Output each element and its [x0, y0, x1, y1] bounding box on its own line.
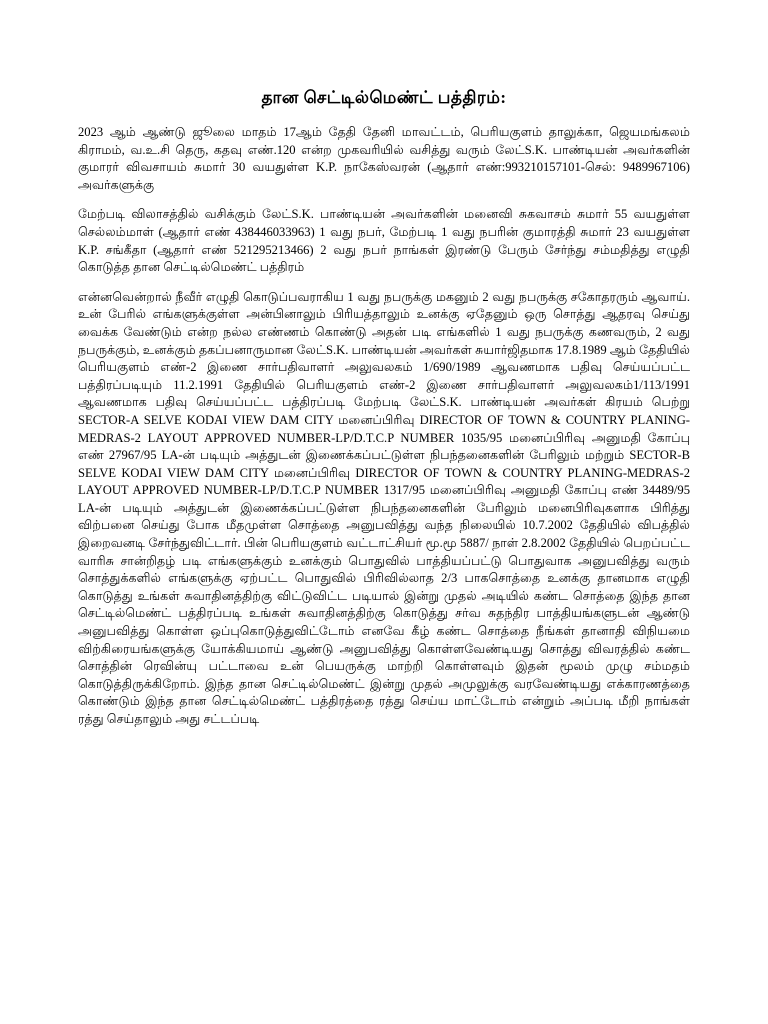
- paragraph-recipient: 2023 ஆம் ஆண்டு ஜூலை மாதம் 17ஆம் தேதி தேனி மாவட்டம், பெரியகுளம் தாலுக்கா, ஜெயமங்கலம் கிராமம், வ.உ.சி தெரு, கதவு எண்.120 என்ற முகவரியில் வசித்து வரும் லேட்S.K. பாண்டியன் அவர்களின் குமாரர் விவசாயம் சுமார் 30 வயதுள்ள K.P. நாகேஸ்வரன் (ஆதார் எண்:993210157101-செல்: 9489967106) அவர்களுக்கு: [78, 125, 690, 192]
- document-page: [78, 88, 690, 741]
- document-title: தான செட்டில்மெண்ட் பத்திரம்:: [261, 88, 507, 107]
- paragraph-executants: மேற்படி விலாசத்தில் வசிக்கும் லேட்S.K. பாண்டியன் அவர்களின் மனைவி சுகவாசம் சுமார் 55 வயதுள்ள செல்லம்மாள் (ஆதார் எண் 438446033963) 1 வது நபர், மேற்படி 1 வது நபரின் குமாரத்தி சுமார் 23 வயதுள்ள K.P. சங்கீதா (ஆதார் எண் 521295213466) 2 வது நபர் நாங்கள் இரண்டு பேரும் சேர்ந்து சம்மதித்து எழுதி கொடுத்த தான செட்டில்மெண்ட் பத்திரம்: [78, 207, 690, 275]
- paragraph-deed-body: என்னவென்றால் நீவீர் எழுதி கொடுப்பவராகிய 1 வது நபருக்கு மகனும் 2 வது நபருக்கு சகோதரரும் ஆவாய். உன் பேரில் எங்களுக்குள்ள அன்பினாலும் பிரியத்தாலும் உனக்கு ஏதேனும் ஒரு சொத்து ஆதரவு செய்து வைக்க வேண்டும் என்ற நல்ல எண்ணம் கொண்டு அதன் படி எங்களில் 1 வது நபருக்கு கணவரும், 2 வது நபருக்கும், உனக்கும் தகப்பனாருமான லேட்S.K. பாண்டியன் அவர்கள் சுயார்ஜிதமாக 17.8.1989 ஆம் தேதியில் பெரியகுளம் எண்-2 இணை சார்பதிவாளர் அலுவலகம் 1/690/1989 ஆவணமாக பதிவு செய்யப்பட்ட பத்திரப்படியும் 11.2.1991 தேதியில் பெரியகுளம் எண்-2 இணை சார்பதிவாளர் அலுவலகம்1/113/1991 ஆவணமாக பதிவு செய்யப்பட்ட பத்திரப்படி மேற்படி லேட்S.K. பாண்டியன் அவர்கள் கிரயம் பெற்று SECTOR-A SELVE KODAI VIEW DAM CITY மனைப்பிரிவு DIRECTOR OF TOWN & COUNTRY PLANING-MEDRAS-2 LAYOUT APPROVED NUMBER-LP/D.T.C.P NUMBER 1035/95 மனைப்பிரிவு அனுமதி கோப்பு எண் 27967/95 LA-ன் படியும் அத்துடன் இணைக்கப்பட்டுள்ள நிபந்தனைகளின் பேரிலும் மற்றும் SECTOR-B SELVE KODAI VIEW DAM CITY மனைப்பிரிவு DIRECTOR OF TOWN & COUNTRY PLANING-MEDRAS-2 LAYOUT APPROVED NUMBER-LP/D.T.C.P NUMBER 1317/95 மனைப்பிரிவு அனுமதி கோப்பு எண் 34489/95 LA-ன் படியும் அத்துடன் இணைக்கப்பட்டுள்ள நிபந்தனைகளின் பேரிலும் மனைபிரிவுகளாக பிரித்து விற்பனை செய்து போக மீதமுள்ள சொத்தை அனுபவித்து வந்த நிலையில் 10.7.2002 தேதியில் விபத்தில் இறைவனடி சேர்ந்துவிட்டார். பின் பெரியகுளம் வட்டாட்சியர் மூ.மூ 5887/ நாள் 2.8.2002 தேதியில் பெறப்பட்ட வாரிசு சான்றிதழ் படி எங்களுக்கும் உனக்கும் பொதுவில் பாத்தியப்பட்டு பொதுவாக அனுபவித்து வரும் சொத்துக்களில் எங்களுக்கு ஏற்பட்ட பொதுவில் பிரிவில்லாத 2/3 பாகசொத்தை உனக்கு தானமாக எழுதி கொடுத்து உங்கள் சுவாதினத்திற்கு விட்டுவிட்ட படியால் இன்று முதல் அடியில் கண்ட சொத்தை இந்த தான செட்டில்மெண்ட் பத்திரப்படி உங்கள் சுவாதினத்திற்கு கொடுத்து சர்வ சுதந்திர பாத்தியங்களுடன் ஆண்டு அனுபவித்து கொள்ள ஒப்புகொடுத்துவிட்டோம் எனவே கீழ் கண்ட சொத்தை நீங்கள் தானாதி விநியமை விற்கிரையங்களுக்கு யோக்கியமாய் ஆண்டு அனுபவித்து கொள்ளவேண்டியது சொத்து விவரத்தில் கண்ட சொத்தின் ரெவின்யு பட்டாவை உன் பெயருக்கு மாற்றி கொள்ளவும் இதன் மூலம் முழு சம்மதம் கொடுத்திருக்கிறோம். இந்த தான செட்டில்மெண்ட் இன்று முதல் அமுலுக்கு வரவேண்டியது எக்காரணத்தை கொண்டும் இந்த தான செட்டில்மெண்ட் பத்திரத்தை ரத்து செய்ய மாட்டோம் என்றும் அப்படி மீறி நாங்கள் ரத்து செய்தாலும் அது சட்டப்படி: [78, 289, 690, 726]
